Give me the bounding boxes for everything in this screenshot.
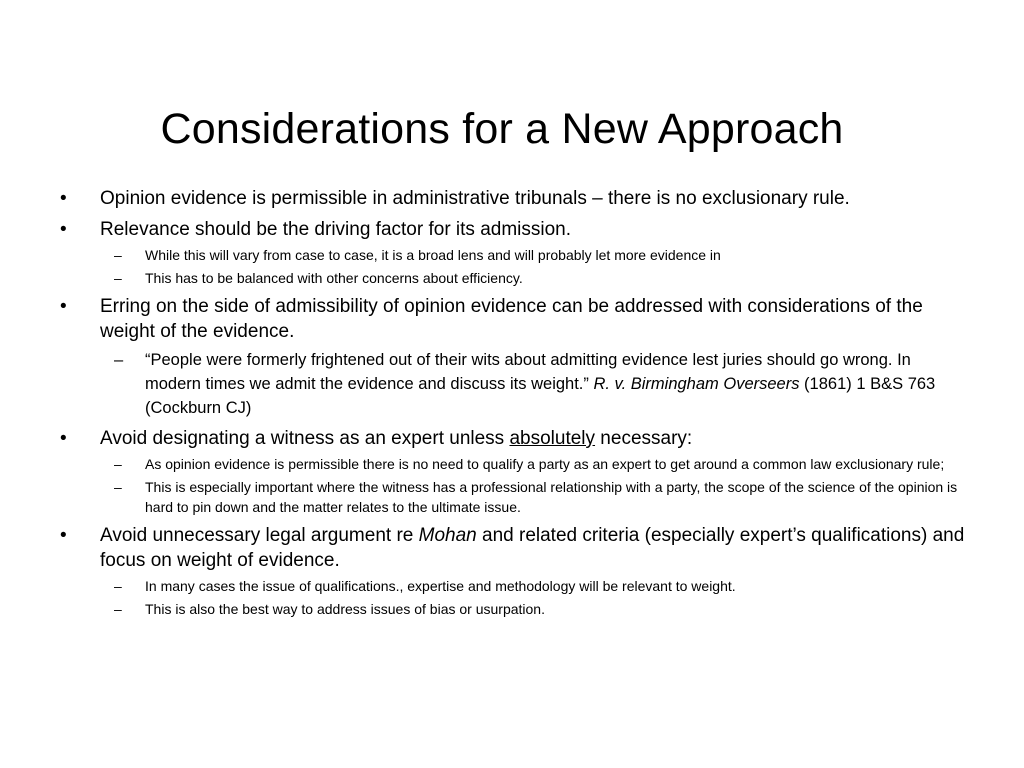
sub-bullet-item	[58, 245, 968, 265]
bullet-icon: •	[60, 188, 67, 209]
sub-bullet-item	[58, 599, 968, 619]
sub-bullet-text: In many cases the issue of qualifications., expertise and methodology will be relevant to weight.	[145, 578, 736, 594]
bullet-text-start: Avoid designating a witness as an expert unless	[100, 428, 510, 449]
sub-bullet-text: While this will vary from case to case, it is a broad lens and will probably let more evidence in	[145, 247, 721, 263]
sub-bullet-text: This is especially important where the witness has a professional relationship with a party, the scope of the science of the opinion is hard to pin down and the matter relates to the ultimate issue.	[145, 479, 958, 515]
case-name: R. v. Birmingham Overseers	[593, 375, 800, 393]
dash-icon: –	[114, 247, 122, 263]
sub-bullet-text: As opinion evidence is permissible there is no need to qualify a party as an expert to get around a common law exclusionary rule;	[145, 456, 945, 472]
bullet-item	[58, 217, 968, 242]
bullet-text: Opinion evidence is permissible in administrative tribunals – there is no exclusionary rule.	[100, 188, 850, 209]
sub-bullet-text: This is also the best way to address issues of bias or usurpation.	[145, 601, 545, 617]
bullet-icon: •	[60, 525, 67, 546]
case-citation: (1861) 1 B&S 763 (Cockburn CJ)	[145, 375, 936, 417]
sub-bullet-text: This has to be balanced with other concerns about efficiency.	[145, 270, 523, 286]
sub-bullet-item	[58, 576, 968, 596]
sub-list	[58, 348, 968, 420]
slide-title: Considerations for a New Approach	[160, 105, 844, 153]
dash-icon: –	[114, 479, 122, 495]
bullet-text: Erring on the side of admissibility of opinion evidence can be addressed with considerations of the weight of the evidence.	[100, 296, 923, 342]
sub-list	[58, 245, 968, 288]
dash-icon: –	[114, 351, 124, 369]
underlined-word: absolutely	[509, 428, 596, 449]
sub-list	[58, 454, 968, 517]
bullet-icon: •	[60, 428, 67, 449]
sub-list	[58, 576, 968, 619]
quote-item	[58, 348, 968, 420]
bullet-item	[58, 523, 968, 573]
dash-icon: –	[114, 456, 122, 472]
bullet-icon: •	[60, 296, 67, 317]
bullet-item	[58, 426, 968, 451]
bullet-item	[58, 294, 968, 344]
sub-bullet-item	[58, 477, 968, 517]
quote-text: “People were formerly frightened out of their wits about admitting evidence lest juries should go wrong. In modern times we admit the evidence and discuss its weight.”	[145, 351, 911, 393]
dash-icon: –	[114, 270, 122, 286]
italic-case-name: Mohan	[418, 525, 477, 546]
sub-bullet-item	[58, 268, 968, 288]
bullet-text-start: Avoid unnecessary legal argument re	[100, 525, 419, 546]
sub-bullet-item	[58, 454, 968, 474]
dash-icon: –	[114, 578, 122, 594]
dash-icon: –	[114, 601, 122, 617]
bullet-text-end: necessary:	[595, 428, 693, 449]
slide-body	[58, 186, 968, 619]
bullet-text-end: and related criteria (especially expert’s qualifications) and focus on weight of evidence.	[100, 525, 965, 571]
bullet-item	[58, 186, 968, 211]
bullet-icon: •	[60, 219, 67, 240]
bullet-text: Relevance should be the driving factor for its admission.	[100, 219, 572, 240]
